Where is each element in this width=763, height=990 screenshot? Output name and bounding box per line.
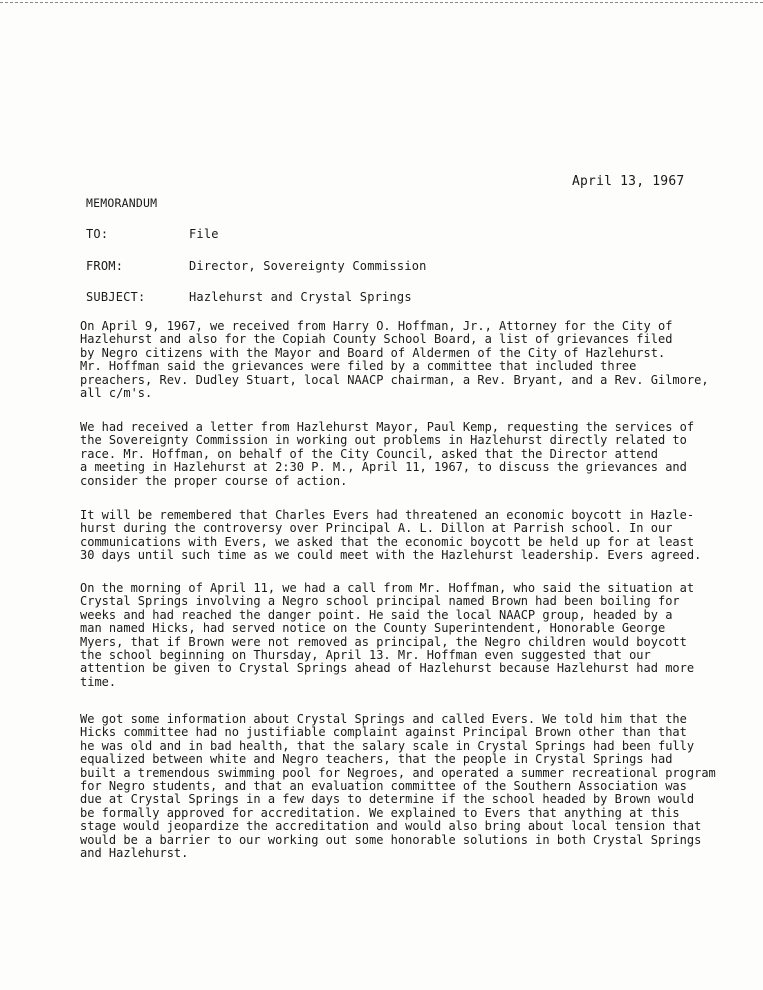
paragraph-line: time. bbox=[80, 674, 117, 689]
paragraph-4 bbox=[80, 582, 756, 689]
paragraph-line: hurst during the controversy over Principal A. L. Dillon at Parrish school. In our bbox=[80, 521, 673, 536]
paragraph-line: attention be given to Crystal Springs ahead of Hazlehurst because Hazlehurst had more bbox=[80, 661, 695, 676]
paragraph-line: due at Crystal Springs in a few days to determine if the school headed by Brown would bbox=[80, 792, 695, 807]
paragraph-line: Hazlehurst and also for the Copiah County School Board, a list of grievances filed bbox=[80, 332, 673, 347]
paragraph-line: Crystal Springs involving a Negro school principal named Brown had been boiling for bbox=[80, 594, 680, 609]
header-to bbox=[86, 227, 219, 241]
header-subject-value: Hazlehurst and Crystal Springs bbox=[189, 290, 412, 304]
paragraph-line: 30 days until such time as we could meet with the Hazlehurst leadership. Evers agreed. bbox=[80, 548, 702, 563]
paragraph-line: equalized between white and Negro teachers, that the people in Crystal Springs had bbox=[80, 752, 673, 767]
paragraph-2 bbox=[80, 421, 756, 488]
paragraph-line: the school beginning on Thursday, April 13. Mr. Hoffman even suggested that our bbox=[80, 648, 651, 663]
paragraph-1 bbox=[80, 320, 756, 400]
header-subject-label: SUBJECT: bbox=[86, 290, 146, 304]
paragraph-line: be formally approved for accreditation. We explained to Evers that anything at this bbox=[80, 805, 680, 820]
header-from-label: FROM: bbox=[86, 259, 124, 273]
paragraph-line: Mr. Hoffman said the grievances were filed by a committee that included three bbox=[80, 359, 637, 374]
paragraph-line: built a tremendous swimming pool for Negroes, and operated a summer recreational program bbox=[80, 765, 716, 780]
paragraph-line: We had received a letter from Hazlehurst Mayor, Paul Kemp, requesting the services of bbox=[80, 420, 695, 434]
paragraph-line: On the morning of April 11, we had a call from Mr. Hoffman, who said the situation at bbox=[80, 581, 695, 595]
paragraph-line: preachers, Rev. Dudley Stuart, local NAACP chairman, a Rev. Bryant, and a Rev. Gilmore, bbox=[80, 372, 709, 387]
paragraph-5 bbox=[80, 713, 756, 860]
paragraph-line: Myers, that if Brown were not removed as principal, the Negro children would boycott bbox=[80, 634, 687, 649]
header-from-value: Director, Sovereignty Commission bbox=[189, 259, 427, 273]
paragraph-line: the Sovereignty Commission in working out problems in Hazlehurst directly related to bbox=[80, 433, 687, 448]
paragraph-line: a meeting in Hazlehurst at 2:30 P. M., April 11, 1967, to discuss the grievances and bbox=[80, 460, 687, 475]
paragraph-line: stage would jeopardize the accreditation and would also bring about local tension that bbox=[80, 819, 702, 834]
paragraph-line: It will be remembered that Charles Evers had threatened an economic boycott in Hazle- bbox=[80, 508, 695, 522]
paragraph-line: Hicks committee had no justifiable complaint against Principal Brown other than that bbox=[80, 725, 687, 740]
paragraph-line: would be a barrier to our working out some honorable solutions in both Crystal Springs bbox=[80, 832, 702, 847]
header-to-value: File bbox=[189, 227, 219, 241]
paragraph-line: weeks and had reached the danger point. He said the local NAACP group, headed by a bbox=[80, 607, 673, 622]
header-subject bbox=[86, 290, 412, 304]
paragraph-line: man named Hicks, had served notice on the County Superintendent, Honorable George bbox=[80, 621, 666, 636]
memo-label: MEMORANDUM bbox=[86, 196, 158, 210]
header-to-label: TO: bbox=[86, 227, 109, 241]
paragraph-3 bbox=[80, 509, 756, 563]
paragraph-line: race. Mr. Hoffman, on behalf of the City Council, asked that the Director attend bbox=[80, 446, 658, 461]
paragraph-line: for Negro students, and that an evaluation committee of the Southern Association was bbox=[80, 779, 687, 794]
paragraph-line: by Negro citizens with the Mayor and Board of Aldermen of the City of Hazlehurst. bbox=[80, 345, 666, 360]
paragraph-line: and Hazlehurst. bbox=[80, 846, 189, 861]
paragraph-line: We got some information about Crystal Springs and called Evers. We told him that the bbox=[80, 712, 687, 726]
header-from bbox=[86, 259, 427, 273]
paragraph-line: all c/m's. bbox=[80, 386, 153, 401]
memo-date: April 13, 1967 bbox=[572, 174, 685, 189]
top-edge-rule bbox=[0, 2, 763, 3]
paragraph-line: he was old and in bad health, that the salary scale in Crystal Springs had been fully bbox=[80, 738, 695, 753]
paragraph-line: communications with Evers, we asked that the economic boycott be held up for at least bbox=[80, 534, 695, 549]
paragraph-line: On April 9, 1967, we received from Harry O. Hoffman, Jr., Attorney for the City of bbox=[80, 319, 673, 333]
paragraph-line: consider the proper course of action. bbox=[80, 473, 348, 488]
